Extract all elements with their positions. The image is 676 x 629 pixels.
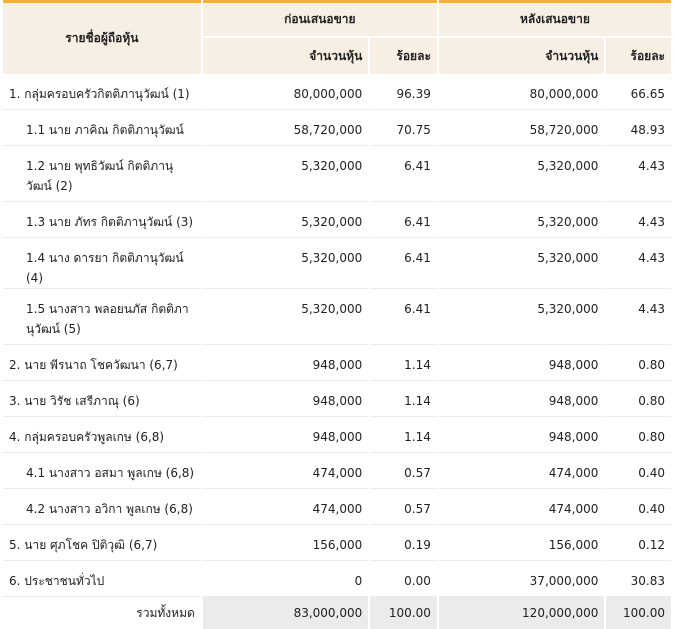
- shareholder-name: 2. นาย พีรนาถ โชควัฒนา (6,7): [3, 345, 201, 381]
- before-percent: 6.41: [370, 289, 437, 345]
- before-percent: 1.14: [370, 417, 437, 453]
- shareholder-table: [1, 0, 673, 629]
- table-row: [3, 289, 671, 345]
- after-percent: 66.65: [606, 74, 671, 110]
- after-percent: 0.40: [606, 453, 671, 489]
- after-percent: 4.43: [606, 146, 671, 202]
- after-percent: 48.93: [606, 110, 671, 146]
- after-shares-header: จำนวนหุ้น: [439, 38, 605, 74]
- before-percent: 70.75: [370, 110, 437, 146]
- shareholder-name: 6. ประชาชนทั่วไป: [3, 561, 201, 597]
- after-offering-header: หลังเสนอขาย: [439, 0, 671, 38]
- after-percent: 0.40: [606, 489, 671, 525]
- before-shares: 156,000: [203, 525, 369, 561]
- table-row: [3, 146, 671, 202]
- after-shares: 948,000: [439, 345, 605, 381]
- after-percent-header: ร้อยละ: [606, 38, 671, 74]
- before-shares: 474,000: [203, 453, 369, 489]
- before-percent: 96.39: [370, 74, 437, 110]
- shareholder-name: 3. นาย วิรัช เสรีภาณุ (6): [3, 381, 201, 417]
- before-percent: 6.41: [370, 238, 437, 289]
- total-row: [3, 597, 671, 629]
- after-shares: 5,320,000: [439, 202, 605, 238]
- before-percent: 0.57: [370, 489, 437, 525]
- total-before-shares: 83,000,000: [203, 597, 369, 629]
- shareholder-name: 1.4 นาง ดารยา กิตติภานุวัฒน์ (4): [3, 238, 201, 289]
- before-percent: 6.41: [370, 202, 437, 238]
- before-shares: 948,000: [203, 417, 369, 453]
- table-row: [3, 525, 671, 561]
- after-percent: 4.43: [606, 238, 671, 289]
- before-shares: 948,000: [203, 381, 369, 417]
- total-after-shares: 120,000,000: [439, 597, 605, 629]
- before-shares: 5,320,000: [203, 202, 369, 238]
- after-shares: 37,000,000: [439, 561, 605, 597]
- table-row: [3, 489, 671, 525]
- total-before-percent: 100.00: [370, 597, 437, 629]
- shareholder-name: 1.3 นาย ภัทร กิตติภานุวัฒน์ (3): [3, 202, 201, 238]
- shareholder-name: 1.5 นางสาว พลอยนภัส กิตติภานุวัฒน์ (5): [3, 289, 201, 345]
- after-percent: 0.80: [606, 417, 671, 453]
- before-shares: 948,000: [203, 345, 369, 381]
- table-row: [3, 345, 671, 381]
- after-percent: 0.80: [606, 345, 671, 381]
- table-row: [3, 74, 671, 110]
- before-percent: 0.00: [370, 561, 437, 597]
- total-label: รวมทั้งหมด: [3, 597, 201, 629]
- before-shares: 5,320,000: [203, 238, 369, 289]
- before-shares: 58,720,000: [203, 110, 369, 146]
- shareholder-name: 1. กลุ่มครอบครัวกิตติภานุวัฒน์ (1): [3, 74, 201, 110]
- after-shares: 80,000,000: [439, 74, 605, 110]
- before-shares: 474,000: [203, 489, 369, 525]
- total-after-percent: 100.00: [606, 597, 671, 629]
- after-shares: 5,320,000: [439, 289, 605, 345]
- shareholder-name: 4.1 นางสาว อสมา พูลเกษ (6,8): [3, 453, 201, 489]
- before-percent: 1.14: [370, 381, 437, 417]
- after-shares: 5,320,000: [439, 146, 605, 202]
- shareholder-name: 4. กลุ่มครอบครัวพูลเกษ (6,8): [3, 417, 201, 453]
- before-shares: 0: [203, 561, 369, 597]
- after-shares: 474,000: [439, 453, 605, 489]
- before-offering-header: ก่อนเสนอขาย: [203, 0, 437, 38]
- table-row: [3, 417, 671, 453]
- before-percent: 0.19: [370, 525, 437, 561]
- after-percent: 30.83: [606, 561, 671, 597]
- after-percent: 4.43: [606, 289, 671, 345]
- shareholder-name: 1.2 นาย พุทธิวัฒน์ กิตติภานุวัฒน์ (2): [3, 146, 201, 202]
- after-shares: 156,000: [439, 525, 605, 561]
- before-shares: 80,000,000: [203, 74, 369, 110]
- before-shares: 5,320,000: [203, 289, 369, 345]
- shareholder-name: 1.1 นาย ภาคิณ กิตติภานุวัฒน์: [3, 110, 201, 146]
- shareholder-name-header: รายชื่อผู้ถือหุ้น: [3, 0, 201, 74]
- before-percent: 1.14: [370, 345, 437, 381]
- after-shares: 5,320,000: [439, 238, 605, 289]
- after-shares: 474,000: [439, 489, 605, 525]
- after-shares: 58,720,000: [439, 110, 605, 146]
- table-row: [3, 202, 671, 238]
- after-percent: 0.80: [606, 381, 671, 417]
- table-row: [3, 561, 671, 597]
- after-shares: 948,000: [439, 381, 605, 417]
- before-percent: 0.57: [370, 453, 437, 489]
- after-percent: 4.43: [606, 202, 671, 238]
- table-row: [3, 381, 671, 417]
- before-percent: 6.41: [370, 146, 437, 202]
- shareholder-name: 4.2 นางสาว อวิกา พูลเกษ (6,8): [3, 489, 201, 525]
- before-percent-header: ร้อยละ: [370, 38, 437, 74]
- before-shares: 5,320,000: [203, 146, 369, 202]
- table-row: [3, 453, 671, 489]
- shareholder-name: 5. นาย ศุภโชค ปิติวุฒิ (6,7): [3, 525, 201, 561]
- table-row: [3, 110, 671, 146]
- after-percent: 0.12: [606, 525, 671, 561]
- table-row: [3, 238, 671, 289]
- after-shares: 948,000: [439, 417, 605, 453]
- before-shares-header: จำนวนหุ้น: [203, 38, 369, 74]
